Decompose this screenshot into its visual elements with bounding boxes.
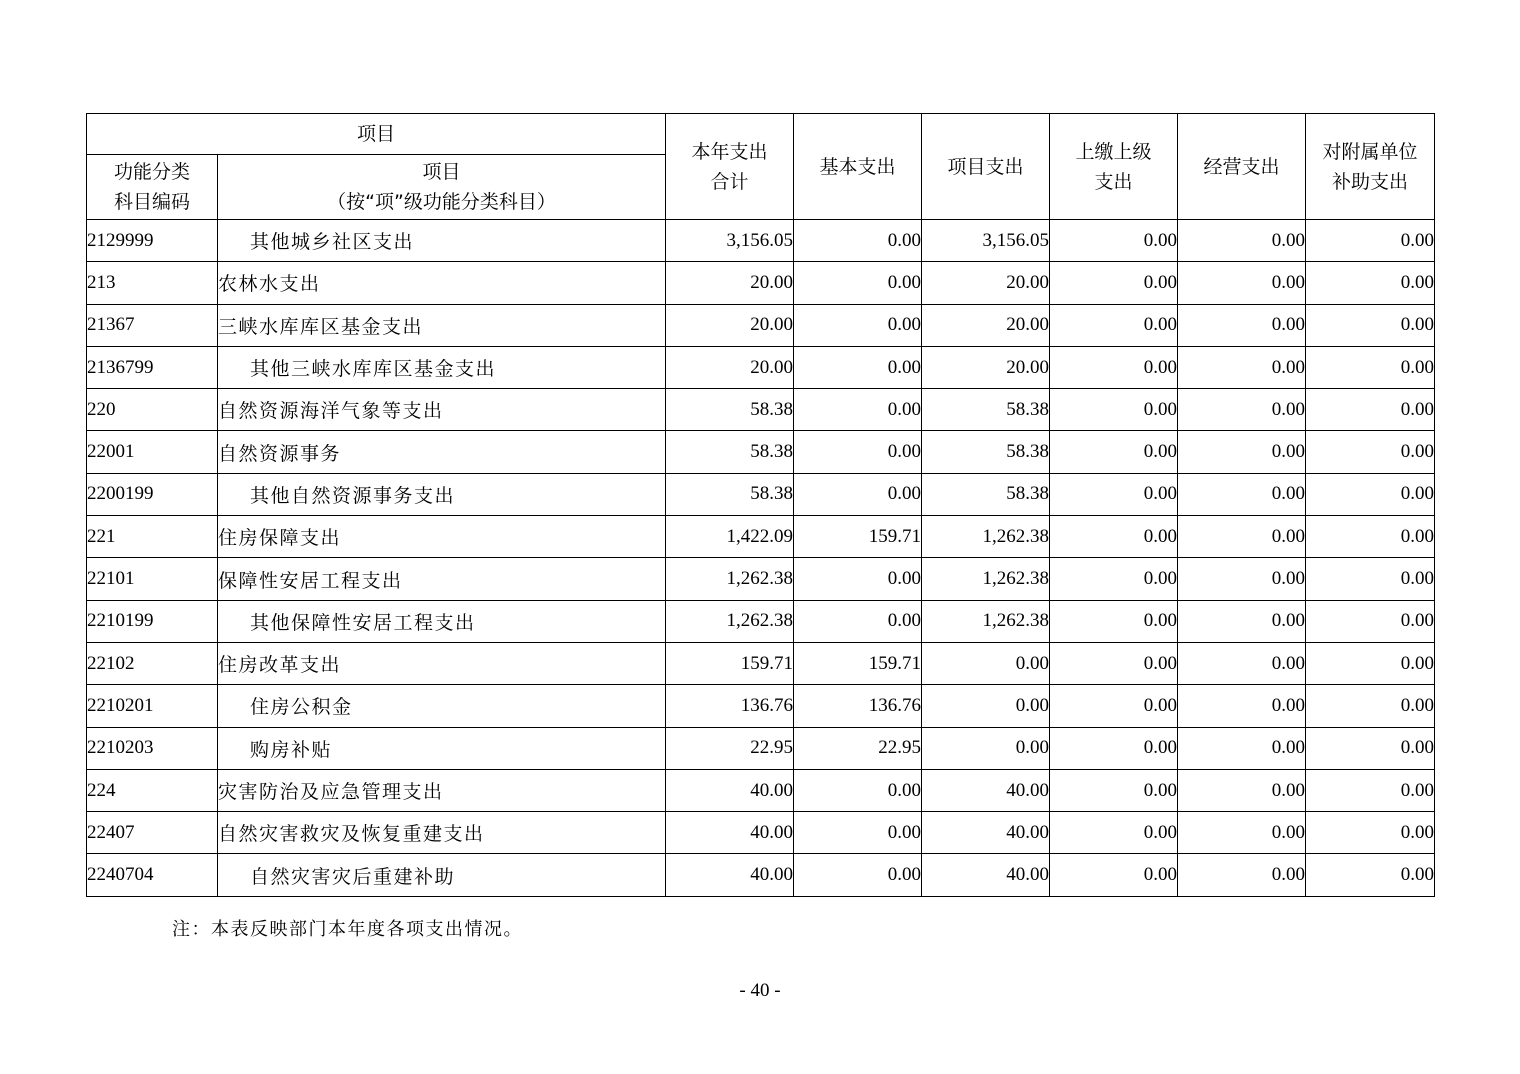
header-business: 经营支出 — [1178, 114, 1306, 220]
total-cell: 1,262.38 — [666, 600, 794, 642]
subsidy-cell: 0.00 — [1306, 473, 1435, 515]
code-cell: 224 — [87, 769, 218, 811]
name-cell: 住房改革支出 — [218, 642, 666, 684]
basic-cell: 0.00 — [794, 389, 922, 431]
subsidy-cell: 0.00 — [1306, 854, 1435, 896]
upper-cell: 0.00 — [1050, 812, 1178, 854]
basic-cell: 0.00 — [794, 769, 922, 811]
project-cell: 3,156.05 — [922, 220, 1050, 262]
name-cell: 保障性安居工程支出 — [218, 558, 666, 600]
subsidy-cell: 0.00 — [1306, 727, 1435, 769]
basic-cell: 0.00 — [794, 262, 922, 304]
total-cell: 58.38 — [666, 389, 794, 431]
code-cell: 2129999 — [87, 220, 218, 262]
total-cell: 20.00 — [666, 346, 794, 388]
business-cell: 0.00 — [1178, 558, 1306, 600]
basic-cell: 159.71 — [794, 642, 922, 684]
subsidy-cell: 0.00 — [1306, 642, 1435, 684]
subsidy-cell: 0.00 — [1306, 431, 1435, 473]
subsidy-cell: 0.00 — [1306, 769, 1435, 811]
header-upper: 上缴上级 支出 — [1050, 114, 1178, 220]
total-cell: 20.00 — [666, 304, 794, 346]
table-row — [87, 854, 1435, 896]
code-cell: 2136799 — [87, 346, 218, 388]
table-note: 注：本表反映部门本年度各项支出情况。 — [172, 919, 523, 940]
name-cell: 灾害防治及应急管理支出 — [218, 769, 666, 811]
upper-cell: 0.00 — [1050, 516, 1178, 558]
name-cell: 自然资源海洋气象等支出 — [218, 389, 666, 431]
business-cell: 0.00 — [1178, 516, 1306, 558]
total-cell: 58.38 — [666, 473, 794, 515]
upper-cell: 0.00 — [1050, 769, 1178, 811]
project-cell: 0.00 — [922, 727, 1050, 769]
business-cell: 0.00 — [1178, 727, 1306, 769]
table-row — [87, 473, 1435, 515]
business-cell: 0.00 — [1178, 854, 1306, 896]
business-cell: 0.00 — [1178, 812, 1306, 854]
table-row — [87, 727, 1435, 769]
total-cell: 159.71 — [666, 642, 794, 684]
project-cell: 1,262.38 — [922, 600, 1050, 642]
project-cell: 40.00 — [922, 812, 1050, 854]
subsidy-cell: 0.00 — [1306, 685, 1435, 727]
total-cell: 58.38 — [666, 431, 794, 473]
subsidy-cell: 0.00 — [1306, 558, 1435, 600]
table-row — [87, 600, 1435, 642]
name-cell: 住房保障支出 — [218, 516, 666, 558]
project-cell: 0.00 — [922, 685, 1050, 727]
code-cell: 2200199 — [87, 473, 218, 515]
basic-cell: 0.00 — [794, 431, 922, 473]
total-cell: 3,156.05 — [666, 220, 794, 262]
code-cell: 2240704 — [87, 854, 218, 896]
upper-cell: 0.00 — [1050, 220, 1178, 262]
code-cell: 213 — [87, 262, 218, 304]
business-cell: 0.00 — [1178, 389, 1306, 431]
table-row — [87, 220, 1435, 262]
code-cell: 220 — [87, 389, 218, 431]
project-cell: 20.00 — [922, 304, 1050, 346]
project-cell: 40.00 — [922, 854, 1050, 896]
code-cell: 2210199 — [87, 600, 218, 642]
upper-cell: 0.00 — [1050, 727, 1178, 769]
project-cell: 58.38 — [922, 431, 1050, 473]
upper-cell: 0.00 — [1050, 600, 1178, 642]
header-code: 功能分类 科目编码 — [87, 155, 218, 220]
code-cell: 22102 — [87, 642, 218, 684]
name-cell: 其他城乡社区支出 — [218, 220, 666, 262]
project-cell: 58.38 — [922, 473, 1050, 515]
code-cell: 221 — [87, 516, 218, 558]
project-cell: 0.00 — [922, 642, 1050, 684]
name-cell: 自然灾害灾后重建补助 — [218, 854, 666, 896]
name-cell: 住房公积金 — [218, 685, 666, 727]
code-cell: 2210201 — [87, 685, 218, 727]
table-row — [87, 769, 1435, 811]
table-row — [87, 516, 1435, 558]
project-cell: 20.00 — [922, 262, 1050, 304]
table-row — [87, 812, 1435, 854]
project-cell: 58.38 — [922, 389, 1050, 431]
code-cell: 22407 — [87, 812, 218, 854]
upper-cell: 0.00 — [1050, 389, 1178, 431]
total-cell: 20.00 — [666, 262, 794, 304]
basic-cell: 0.00 — [794, 812, 922, 854]
total-cell: 22.95 — [666, 727, 794, 769]
header-basic: 基本支出 — [794, 114, 922, 220]
header-total: 本年支出 合计 — [666, 114, 794, 220]
business-cell: 0.00 — [1178, 262, 1306, 304]
name-cell: 三峡水库库区基金支出 — [218, 304, 666, 346]
business-cell: 0.00 — [1178, 431, 1306, 473]
total-cell: 136.76 — [666, 685, 794, 727]
total-cell: 40.00 — [666, 769, 794, 811]
code-cell: 22101 — [87, 558, 218, 600]
table-row — [87, 262, 1435, 304]
subsidy-cell: 0.00 — [1306, 346, 1435, 388]
code-cell: 22001 — [87, 431, 218, 473]
upper-cell: 0.00 — [1050, 346, 1178, 388]
total-cell: 40.00 — [666, 812, 794, 854]
page-number: - 40 - — [739, 980, 781, 1001]
basic-cell: 0.00 — [794, 346, 922, 388]
basic-cell: 0.00 — [794, 220, 922, 262]
basic-cell: 0.00 — [794, 600, 922, 642]
table-row — [87, 685, 1435, 727]
name-cell: 自然资源事务 — [218, 431, 666, 473]
upper-cell: 0.00 — [1050, 685, 1178, 727]
upper-cell: 0.00 — [1050, 473, 1178, 515]
upper-cell: 0.00 — [1050, 431, 1178, 473]
table-row — [87, 389, 1435, 431]
basic-cell: 22.95 — [794, 727, 922, 769]
subsidy-cell: 0.00 — [1306, 516, 1435, 558]
table-row — [87, 346, 1435, 388]
upper-cell: 0.00 — [1050, 304, 1178, 346]
header-project-expenditure: 项目支出 — [922, 114, 1050, 220]
code-cell: 2210203 — [87, 727, 218, 769]
business-cell: 0.00 — [1178, 685, 1306, 727]
upper-cell: 0.00 — [1050, 558, 1178, 600]
name-cell: 其他三峡水库库区基金支出 — [218, 346, 666, 388]
table-row — [87, 431, 1435, 473]
table-row — [87, 558, 1435, 600]
business-cell: 0.00 — [1178, 642, 1306, 684]
project-cell: 1,262.38 — [922, 558, 1050, 600]
subsidy-cell: 0.00 — [1306, 389, 1435, 431]
total-cell: 1,422.09 — [666, 516, 794, 558]
table-row — [87, 642, 1435, 684]
subsidy-cell: 0.00 — [1306, 812, 1435, 854]
upper-cell: 0.00 — [1050, 854, 1178, 896]
project-cell: 20.00 — [922, 346, 1050, 388]
basic-cell: 0.00 — [794, 304, 922, 346]
name-cell: 购房补贴 — [218, 727, 666, 769]
basic-cell: 0.00 — [794, 558, 922, 600]
name-cell: 其他自然资源事务支出 — [218, 473, 666, 515]
expenditure-table — [86, 113, 1435, 897]
subsidy-cell: 0.00 — [1306, 220, 1435, 262]
basic-cell: 136.76 — [794, 685, 922, 727]
business-cell: 0.00 — [1178, 769, 1306, 811]
subsidy-cell: 0.00 — [1306, 600, 1435, 642]
upper-cell: 0.00 — [1050, 262, 1178, 304]
name-cell: 其他保障性安居工程支出 — [218, 600, 666, 642]
subsidy-cell: 0.00 — [1306, 262, 1435, 304]
project-cell: 40.00 — [922, 769, 1050, 811]
table-body — [87, 220, 1435, 897]
business-cell: 0.00 — [1178, 304, 1306, 346]
code-cell: 21367 — [87, 304, 218, 346]
business-cell: 0.00 — [1178, 600, 1306, 642]
basic-cell: 159.71 — [794, 516, 922, 558]
business-cell: 0.00 — [1178, 473, 1306, 515]
header-subsidy: 对附属单位 补助支出 — [1306, 114, 1435, 220]
subsidy-cell: 0.00 — [1306, 304, 1435, 346]
business-cell: 0.00 — [1178, 220, 1306, 262]
header-item: 项目 （按“项”级功能分类科目） — [218, 155, 666, 220]
table-row — [87, 304, 1435, 346]
business-cell: 0.00 — [1178, 346, 1306, 388]
basic-cell: 0.00 — [794, 473, 922, 515]
basic-cell: 0.00 — [794, 854, 922, 896]
name-cell: 农林水支出 — [218, 262, 666, 304]
upper-cell: 0.00 — [1050, 642, 1178, 684]
header-project-group: 项目 — [87, 114, 666, 155]
total-cell: 40.00 — [666, 854, 794, 896]
total-cell: 1,262.38 — [666, 558, 794, 600]
name-cell: 自然灾害救灾及恢复重建支出 — [218, 812, 666, 854]
project-cell: 1,262.38 — [922, 516, 1050, 558]
